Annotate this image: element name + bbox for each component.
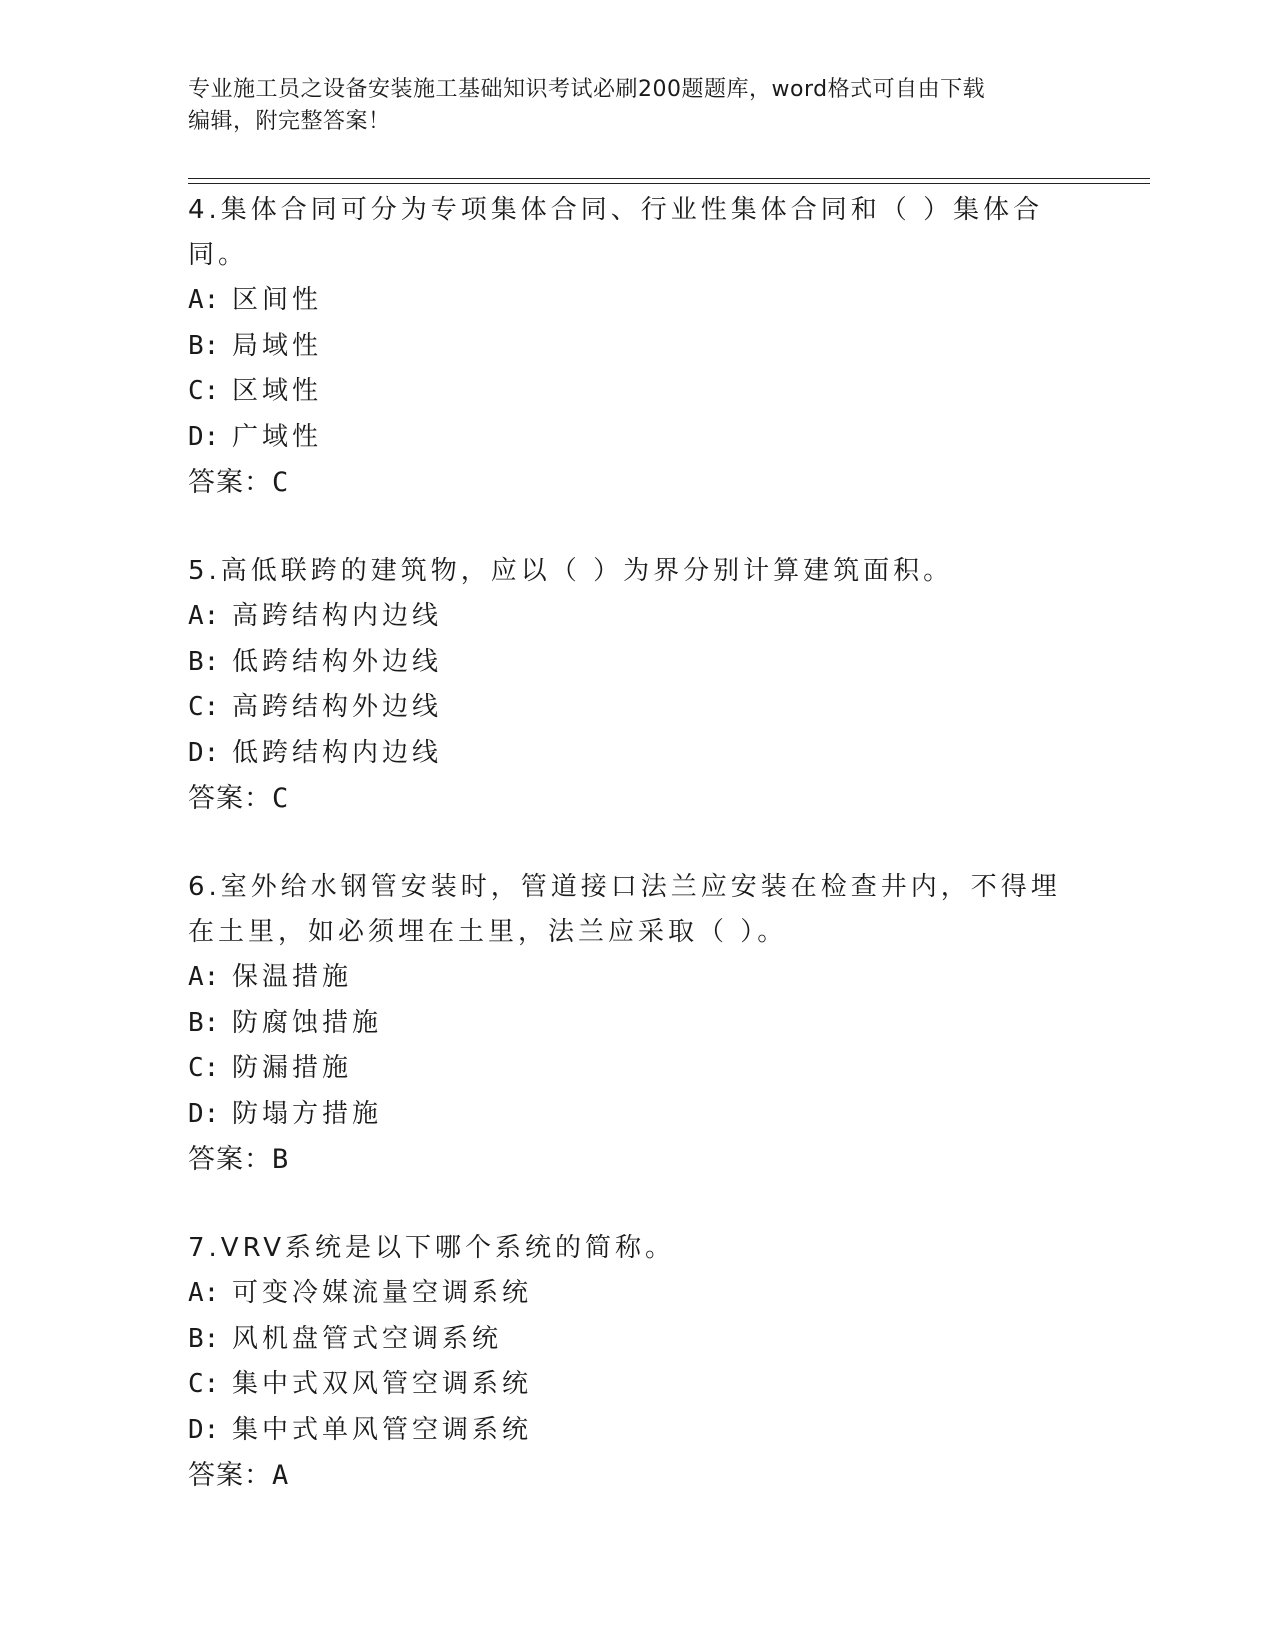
- option-text: 防漏措施: [232, 1053, 353, 1083]
- option-key: D:: [188, 737, 220, 768]
- question-list: [188, 188, 1088, 1542]
- question-item: [188, 188, 1088, 505]
- answer-label: 答案：: [188, 467, 272, 498]
- option-text: 区间性: [232, 285, 323, 315]
- question-stem: 7.VRV系统是以下哪个系统的简称。: [188, 1233, 676, 1263]
- option-key: B:: [188, 1007, 220, 1038]
- header-line-2: 编辑，附完整答案！: [188, 109, 391, 134]
- option-d: [188, 415, 1088, 461]
- option-key: C:: [188, 1053, 220, 1083]
- answer-line: [188, 776, 1088, 821]
- option-text: 高跨结构外边线: [232, 692, 443, 722]
- question-stem: 6.室外给水钢管安装时，管道接口法兰应安装在检查井内，不得埋在土里，如必须埋在土里，法兰应采取（ ）。: [188, 872, 1061, 947]
- option-key: A:: [188, 962, 220, 992]
- option-key: B:: [188, 646, 220, 677]
- option-text: 集中式单风管空调系统: [232, 1414, 533, 1445]
- option-text: 保温措施: [232, 962, 353, 992]
- answer-label: 答案：: [188, 783, 272, 814]
- option-c: [188, 1046, 1088, 1092]
- option-a: [188, 1271, 1088, 1317]
- option-a: [188, 955, 1088, 1001]
- question-item: [188, 1226, 1088, 1498]
- option-b: [188, 1317, 1088, 1363]
- option-key: C:: [188, 692, 220, 722]
- option-key: D:: [188, 1414, 220, 1445]
- option-text: 集中式双风管空调系统: [232, 1369, 533, 1399]
- answer-value: B: [272, 1144, 290, 1175]
- answer-value: C: [272, 783, 290, 814]
- option-d: [188, 1092, 1088, 1138]
- option-text: 低跨结构外边线: [232, 646, 443, 677]
- question-stem: 5.高低联跨的建筑物，应以（ ）为界分别计算建筑面积。: [188, 556, 954, 586]
- option-key: A:: [188, 601, 220, 631]
- document-header: [188, 74, 1068, 138]
- option-key: C:: [188, 376, 220, 406]
- header-divider-bottom: [188, 183, 1150, 184]
- header-line-1: 专业施工员之设备安装施工基础知识考试必刷200题题库，word格式可自由下载: [188, 77, 986, 102]
- option-key: B:: [188, 330, 220, 361]
- option-key: A:: [188, 1278, 220, 1308]
- option-text: 低跨结构内边线: [232, 737, 443, 768]
- answer-line: [188, 1453, 1088, 1498]
- option-text: 风机盘管式空调系统: [232, 1323, 503, 1354]
- header-divider-top: [188, 178, 1150, 179]
- option-text: 可变冷媒流量空调系统: [232, 1278, 533, 1308]
- option-b: [188, 640, 1088, 686]
- option-key: D:: [188, 421, 220, 452]
- option-text: 防腐蚀措施: [232, 1007, 383, 1038]
- option-key: B:: [188, 1323, 220, 1354]
- option-a: [188, 594, 1088, 640]
- option-key: A:: [188, 285, 220, 315]
- option-a: [188, 278, 1088, 324]
- option-d: [188, 1408, 1088, 1454]
- option-c: [188, 685, 1088, 731]
- question-stem: 4.集体合同可分为专项集体合同、行业性集体合同和（ ）集体合同。: [188, 195, 1044, 270]
- answer-line: [188, 460, 1088, 505]
- answer-label: 答案：: [188, 1460, 272, 1491]
- answer-value: A: [272, 1460, 290, 1491]
- answer-value: C: [272, 467, 290, 498]
- option-text: 局域性: [232, 330, 323, 361]
- option-text: 广域性: [232, 421, 323, 452]
- option-b: [188, 1001, 1088, 1047]
- option-key: D:: [188, 1098, 220, 1129]
- answer-line: [188, 1137, 1088, 1182]
- option-c: [188, 1362, 1088, 1408]
- option-key: C:: [188, 1369, 220, 1399]
- option-c: [188, 369, 1088, 415]
- question-item: [188, 549, 1088, 821]
- option-b: [188, 324, 1088, 370]
- option-text: 防塌方措施: [232, 1098, 383, 1129]
- answer-label: 答案：: [188, 1144, 272, 1175]
- option-text: 区域性: [232, 376, 323, 406]
- option-text: 高跨结构内边线: [232, 601, 443, 631]
- question-item: [188, 865, 1088, 1182]
- option-d: [188, 731, 1088, 777]
